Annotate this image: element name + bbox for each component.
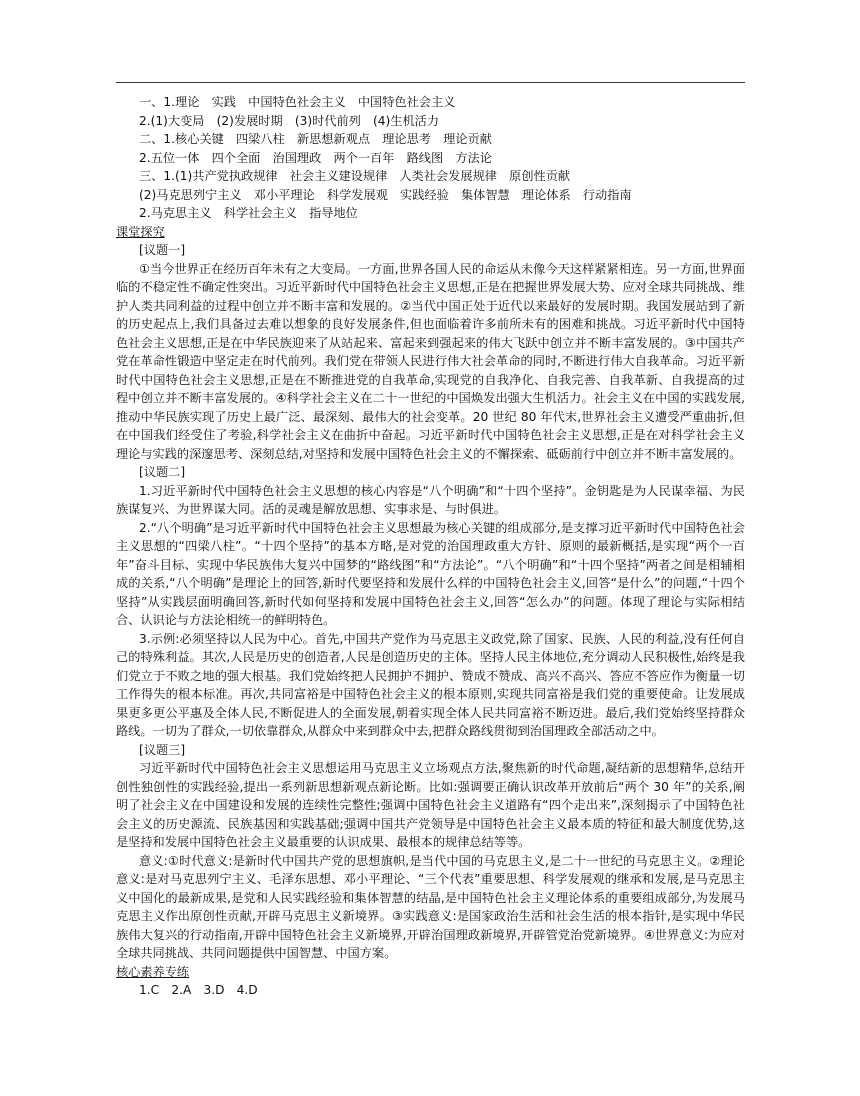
answer-line-5: 三、1.(1)共产党执政规律 社会主义建设规律 人类社会发展规律 原创性贡献 [139, 169, 571, 183]
answer-line-4: 2.五位一体 四个全面 治国理政 两个一百年 路线图 方法论 [139, 150, 492, 165]
answer-document [116, 93, 745, 1000]
answer-line-7: 2.马克思主义 科学社会主义 指导地位 [139, 206, 358, 220]
topic-2-paragraph-1: 1.习近平新时代中国特色社会主义思想的核心内容是“八个明确”和“十四个坚持”。金钥匙是为人民谋幸福、为民族谋复兴、为世界谋大同。活的灵魂是解放思想、实事求是、与时俱进。 [116, 483, 745, 516]
answer-line-1: 一、1.理论 实践 中国特色社会主义 中国特色社会主义 [139, 95, 456, 109]
topic-label-1: [议题一] [139, 243, 186, 257]
topic-label-2: [议题二] [139, 465, 186, 479]
core-answers: 1.C 2.A 3.D 4.D [139, 983, 258, 997]
section-title-classroom: 课堂探究 [116, 224, 165, 239]
topic-2-paragraph-3: 3.示例:必须坚持以人民为中心。首先,中国共产党作为马克思主义政党,除了国家、民族、人民的利益,没有任何自己的特殊利益。其次,人民是历史的创造者,人民是创造历史的主体。坚持人民主体地位,充分调动人民积极性,始终是我们党立于不败之地的强大根基。我们党始终把人民拥护不拥护、赞成不赞成、高兴不高兴、答应不答应作为衡量一切工作得失的根本标准。再次,共同富裕是中国特色社会主义的根本原则,实现共同富裕是我们党的重要使命。让发展成果更多更公平惠及全体人民,不断促进人的全面发展,朝着实现全体人民共同富裕不断迈进。最后,我们党始终坚持群众路线。一切为了群众,一切依靠群众,从群众中来到群众中去,把群众路线贯彻到治国理政全部活动之中。 [116, 631, 745, 738]
answer-line-3: 二、1.核心关键 四梁八柱 新思想新观点 理论思考 理论贡献 [139, 132, 492, 146]
topic-1-paragraph: ①当今世界正在经历百年未有之大变局。一方面,世界各国人民的命运从未像今天这样紧紧相连。另一方面,世界面临的不稳定性不确定性突出。习近平新时代中国特色社会主义思想,正是在把握世界发展大势、应对全球共同挑战、维护人类共同利益的过程中创立并不断丰富和发展的。②当代中国正处于近代以来最好的发展时期。我国发展站到了新的历史起点上,我们具备过去难以想象的良好发展条件,但也面临着许多前所未有的困难和挑战。习近平新时代中国特色社会主义思想,正是在中华民族迎来了从站起来、富起来到强起来的伟大飞跃中创立并不断丰富发展的。③中国共产党在革命性锻造中坚定走在时代前列。我们党在带领人民进行伟大社会革命的同时,不断进行伟大自我革命。习近平新时代中国特色社会主义思想,正是在不断推进党的自我革命,实现党的自我净化、自我完善、自我革新、自我提高的过程中创立并不断丰富发展的。④科学社会主义在二十一世纪的中国焕发出强大生机活力。社会主义在中国的实践发展,推动中华民族实现了历史上最广泛、最深刻、最伟大的社会变革。20 世纪 80 年代末,世界社会主义遭受严重曲折,但在中国我们经受住了考验,科学社会主义在曲折中奋起。习近平新时代中国特色社会主义思想,正是在对科学社会主义理论与实践的深邃思考、深刻总结,对坚持和发展中国特色社会主义的不懈探索、砥砺前行中创立并不断丰富发展的。 [116, 261, 745, 461]
topic-3-paragraph-2: 意义:①时代意义:是新时代中国共产党的思想旗帜,是当代中国的马克思主义,是二十一世纪的马克思主义。②理论意义:是对马克思列宁主义、毛泽东思想、邓小平理论、“三个代表”重要思想、科学发展观的继承和发展,是马克思主义中国化的最新成果,是党和人民实践经验和集体智慧的结晶,是中国特色社会主义理论体系的重要组成部分,为发展马克思主义作出原创性贡献,开辟马克思主义新境界。③实践意义:是国家政治生活和社会生活的根本指针,是实现中华民族伟大复兴的行动指南,开辟中国特色社会主义新境界,开辟治国理政新境界,开辟管党治党新境界。④世界意义:为应对全球共同挑战、共同问题提供中国智慧、中国方案。 [116, 853, 745, 960]
topic-2-paragraph-2: 2.“八个明确”是习近平新时代中国特色社会主义思想最为核心关键的组成部分,是支撑习近平新时代中国特色社会主义思想的“四梁八柱”。“十四个坚持”的基本方略,是对党的治国理政重大方针、原则的最新概括,是实现“两个一百年”奋斗目标、实现中华民族伟大复兴中国梦的“路线图”和“方法论”。“八个明确”和“十四个坚持”两者之间是相辅相成的关系,“八个明确”是理论上的回答,新时代要坚持和发展什么样的中国特色社会主义,回答“是什么”的问题,“十四个坚持”从实践层面明确回答,新时代如何坚持和发展中国特色社会主义,回答“怎么办”的问题。体现了理论与实际相结合、认识论与方法论相统一的鲜明特色。 [116, 520, 745, 627]
topic-3-paragraph-1: 习近平新时代中国特色社会主义思想运用马克思主义立场观点方法,聚焦新的时代命题,凝结新的思想精华,总结开创性独创性的实践经验,提出一系列新思想新观点新论断。比如:强调要正确认识改革开放前后“两个 30 年”的关系,阐明了社会主义在中国建设和发展的连续性完整性;强调中国特色社会主义道路有“四个走出来”,深刻揭示了中国特色社会主义的历史源流、民族基因和实践基础;强调中国共产党领导是中国特色社会主义最本质的特征和最大制度优势,这是坚持和发展中国特色社会主义最重要的认识成果、最根本的规律总结等等。 [116, 761, 745, 849]
answer-line-2: 2.(1)大变局 (2)发展时期 (3)时代前列 (4)生机活力 [139, 113, 440, 128]
answer-line-6: (2)马克思列宁主义 邓小平理论 科学发展观 实践经验 集体智慧 理论体系 行动指南 [139, 187, 632, 202]
topic-label-3: [议题三] [139, 742, 186, 757]
section-title-core: 核心素养专练 [116, 964, 190, 979]
top-rule [116, 82, 745, 83]
